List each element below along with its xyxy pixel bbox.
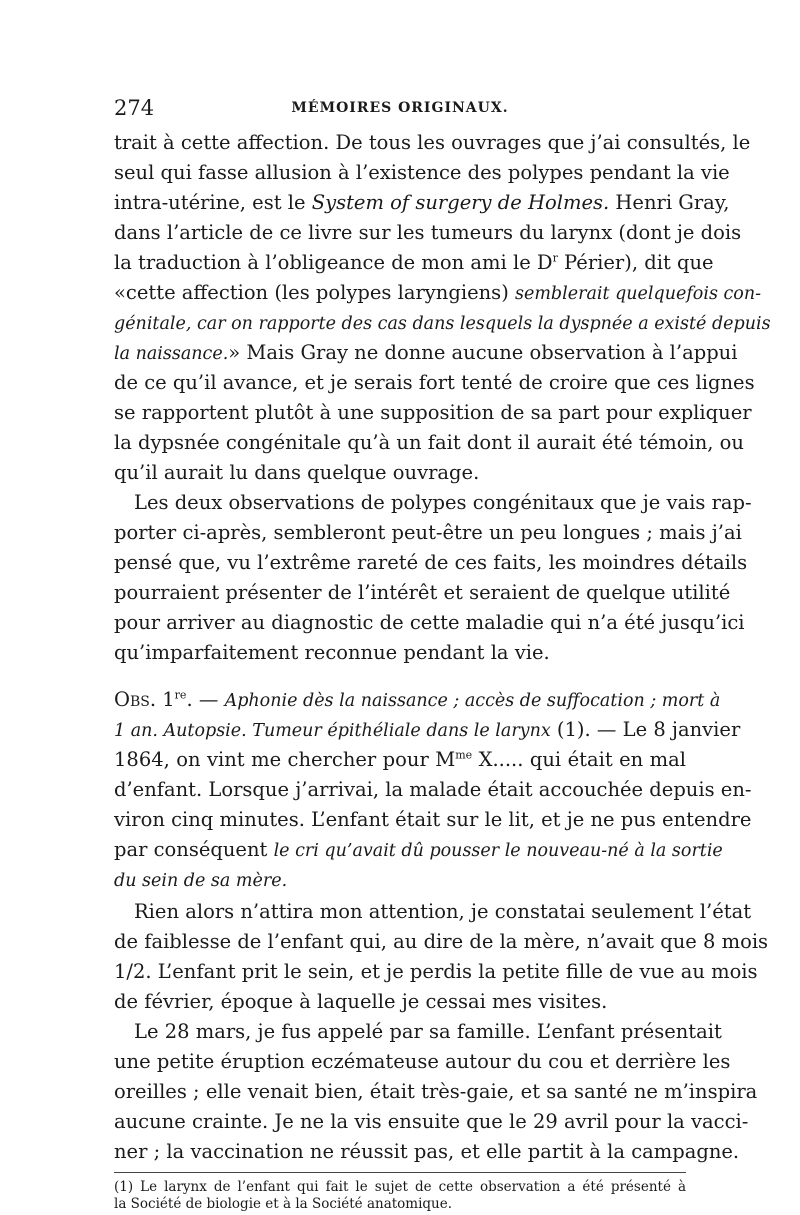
text-line: [114, 865, 686, 895]
text-span: Henri Gray,: [609, 191, 730, 214]
footnote-rule: [114, 1172, 686, 1173]
text-span: Périer), dit que: [557, 251, 714, 274]
text-line: d’enfant. Lorsque j’arrivai, la malade était accouchée depuis en-: [114, 778, 752, 801]
italic-quote: la naissance.: [114, 344, 229, 364]
italic-quote: semblerait quelquefois con-: [515, 284, 762, 304]
text-span: . —: [186, 688, 225, 711]
text-line: une petite éruption eczémateuse autour du cou et derrière les: [114, 1050, 731, 1073]
text-line: dans l’article de ce livre sur les tumeurs du larynx (dont je dois: [114, 221, 742, 244]
text-line: porter ci-après, sembleront peut-être un peu longues ; mais j’ai: [114, 521, 742, 544]
text-line: [114, 685, 721, 715]
obs-label: Obs. 1: [114, 688, 175, 711]
text-span: » Mais Gray ne donne aucune observation à l’appui: [228, 341, 738, 364]
text-line: [114, 338, 738, 368]
italic-phrase: le cri qu’avait dû pousser le nouveau-né à la sortie: [273, 841, 723, 861]
text-line: de faiblesse de l’enfant qui, au dire de la mère, n’avait que 8 mois: [114, 930, 769, 953]
page-number: 274: [114, 96, 155, 120]
text-line: de février, époque à laquelle je cessai mes visites.: [114, 990, 608, 1013]
text-line: Le 28 mars, je fus appelé par sa famille. L’enfant présentait: [134, 1020, 722, 1043]
text-line: de ce qu’il avance, et je serais fort tenté de croire que ces lignes: [114, 371, 755, 394]
italic-phrase: du sein de sa mère.: [114, 871, 288, 891]
text-line: se rapportent plutôt à une supposition de sa part pour expliquer: [114, 401, 752, 424]
running-title: MÉMOIRES ORIGINAUX.: [291, 100, 509, 116]
italic-quote: génitale, car on rapporte des cas dans lesquels la dyspnée a existé depuis: [114, 314, 771, 334]
text-line: 1/2. L’enfant prit le sein, et je perdis la petite fille de vue au mois: [114, 960, 758, 983]
text-span: «cette affection (les polypes laryngiens): [114, 281, 515, 304]
text-line: [114, 188, 730, 218]
text-line: pour arriver au diagnostic de cette maladie qui n’a été jusqu’ici: [114, 611, 745, 634]
superscript: re: [174, 688, 187, 702]
superscript: me: [455, 748, 473, 762]
text-span: par conséquent: [114, 838, 274, 861]
text-line: [114, 835, 723, 865]
text-line: aucune crainte. Je ne la vis ensuite que le 29 avril pour la vacci-: [114, 1110, 749, 1133]
text-line: Les deux observations de polypes congénitaux que je vais rap-: [134, 491, 752, 514]
text-line: Rien alors n’attira mon attention, je constatai seulement l’état: [134, 900, 752, 923]
running-header: [114, 96, 686, 122]
italic-summary: 1 an. Autopsie. Tumeur épithéliale dans le larynx: [114, 721, 551, 741]
text-span: 1864, on vint me chercher pour M: [114, 748, 456, 771]
text-line: pourraient présenter de l’intérêt et seraient de quelque utilité: [114, 581, 731, 604]
text-line: viron cinq minutes. L’enfant était sur le lit, et je ne pus entendre: [114, 808, 752, 831]
text-line: seul qui fasse allusion à l’existence des polypes pendant la vie: [114, 161, 730, 184]
text-line: [114, 248, 714, 278]
footnote-line: (1) Le larynx de l’enfant qui fait le sujet de cette observation a été présenté à: [114, 1179, 686, 1195]
text-line: [114, 745, 686, 775]
text-line: qu’imparfaitement reconnue pendant la vie.: [114, 641, 550, 664]
text-span: X..... qui était en mal: [472, 748, 687, 771]
text-span: la traduction à l’obligeance de mon ami le D: [114, 251, 553, 274]
text-line: la dypsnée congénitale qu’à un fait dont il aurait été témoin, ou: [114, 431, 744, 454]
text-line: qu’il aurait lu dans quelque ouvrage.: [114, 461, 480, 484]
text-line: [114, 715, 741, 745]
text-line: oreilles ; elle venait bien, était très-gaie, et sa santé ne m’inspira: [114, 1080, 758, 1103]
text-line: [114, 278, 762, 308]
text-line: ner ; la vaccination ne réussit pas, et elle partit à la campagne.: [114, 1140, 740, 1163]
superscript: r: [552, 251, 558, 265]
italic-summary: Aphonie dès la naissance ; accès de suffocation ; mort à: [224, 691, 721, 711]
text-line: [114, 308, 771, 338]
text-line: trait à cette affection. De tous les ouvrages que j’ai consultés, le: [114, 131, 751, 154]
text-span: (1). — Le 8 janvier: [550, 718, 741, 741]
italic-title: System of surgery de Holmes.: [311, 191, 610, 214]
text-span: intra-utérine, est le: [114, 191, 312, 214]
footnote-line: la Société de biologie et à la Société anatomique.: [114, 1196, 453, 1212]
text-line: pensé que, vu l’extrême rareté de ces faits, les moindres détails: [114, 551, 748, 574]
